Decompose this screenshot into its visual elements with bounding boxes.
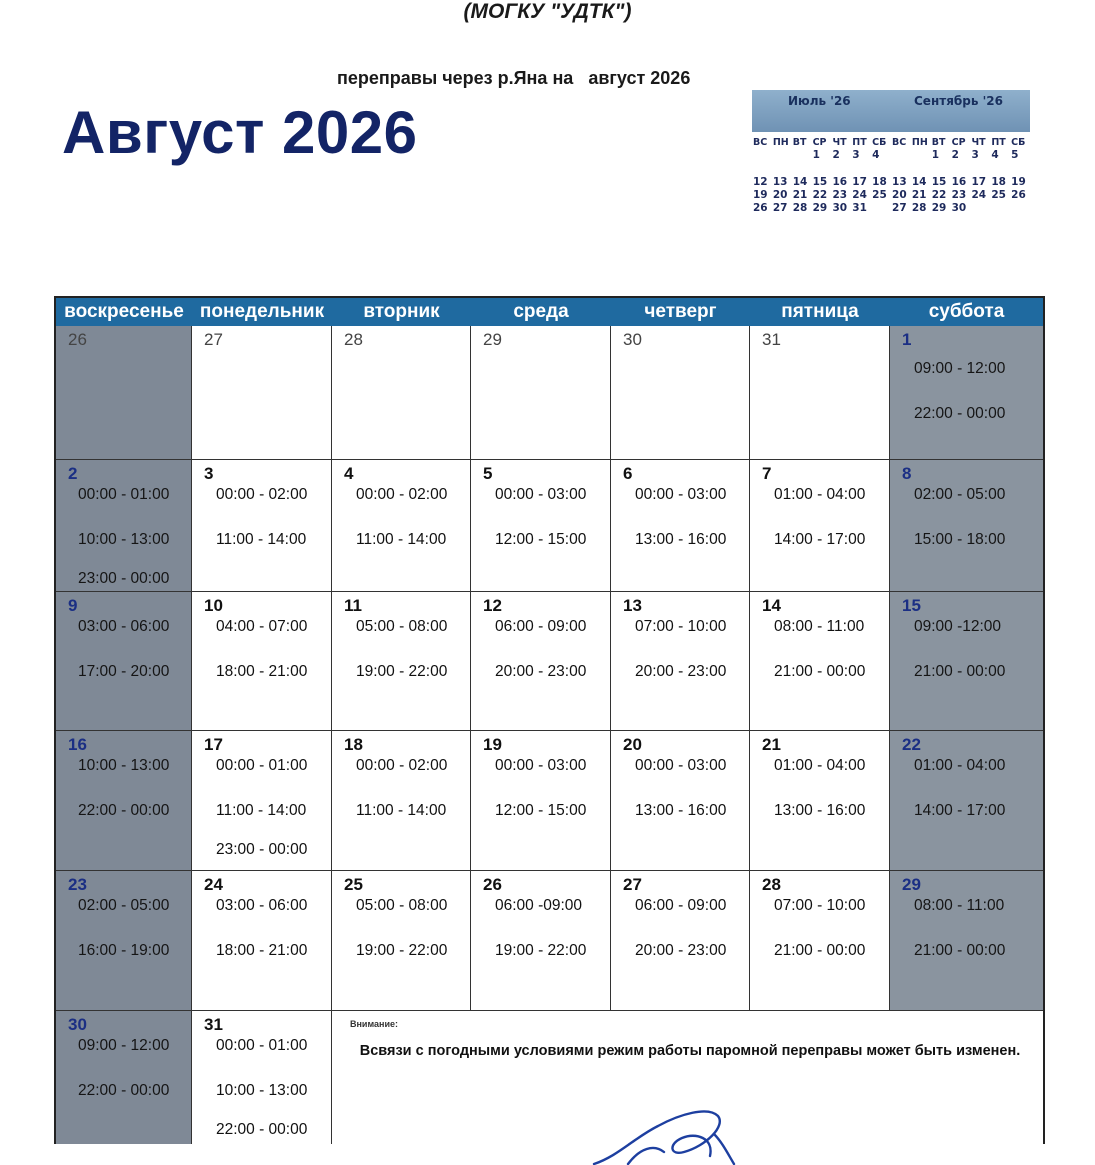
- ferry-time-slot: 05:00 - 08:00: [356, 897, 448, 914]
- day-number: 31: [762, 330, 781, 349]
- ferry-time-slot: 19:00 - 22:00: [356, 663, 448, 680]
- day-cell: [750, 871, 890, 1011]
- day-cell: [332, 460, 471, 592]
- mini-weekday-label: ВС: [892, 137, 907, 148]
- day-cell: [750, 592, 890, 731]
- day-cell: [611, 460, 750, 592]
- mini-day-number: 16: [832, 176, 848, 188]
- mini-weekday-label: СБ: [1011, 137, 1026, 148]
- day-number: 30: [623, 330, 642, 349]
- month-title: Август 2026: [62, 99, 418, 166]
- mini-weekday-label: ПТ: [991, 137, 1006, 148]
- ferry-time-slot: 21:00 - 00:00: [774, 942, 866, 959]
- ferry-time-slot: 21:00 - 00:00: [914, 942, 1006, 959]
- day-cell: [611, 592, 750, 731]
- ferry-time-slot: 03:00 - 06:00: [78, 618, 170, 635]
- day-number: 2: [68, 464, 78, 483]
- ferry-time-slot: 01:00 - 04:00: [774, 757, 866, 774]
- ferry-time-slot: 12:00 - 15:00: [495, 802, 587, 819]
- ferry-time-slot: 03:00 - 06:00: [216, 897, 308, 914]
- mini-calendar-week: [752, 176, 1030, 189]
- mini-weekday-label: СБ: [872, 137, 887, 148]
- mini-day-number: 2: [951, 149, 959, 161]
- ferry-time-slot: 07:00 - 10:00: [774, 897, 866, 914]
- ferry-time-slot: 22:00 - 00:00: [78, 802, 170, 819]
- day-cell: [332, 871, 471, 1011]
- day-cell: [890, 731, 1043, 871]
- ferry-time-slot: 22:00 - 00:00: [914, 405, 1006, 422]
- mini-day-number: [772, 149, 792, 162]
- mini-day-number: 18: [991, 176, 1006, 188]
- mini-day-number: 13: [772, 176, 788, 188]
- ferry-time-slot: 00:00 - 03:00: [635, 757, 727, 774]
- ferry-time-slot: 09:00 -12:00: [914, 618, 1002, 635]
- mini-day-number: [990, 202, 1010, 215]
- day-number: 27: [204, 330, 223, 349]
- ferry-time-slot: 21:00 - 00:00: [914, 663, 1006, 680]
- day-number: 29: [902, 875, 921, 894]
- ferry-time-slot: 00:00 - 03:00: [495, 486, 587, 503]
- ferry-time-slot: 00:00 - 01:00: [216, 1037, 308, 1054]
- ferry-time-slot: 06:00 - 09:00: [495, 618, 587, 635]
- ferry-time-slot: 10:00 - 13:00: [78, 531, 170, 548]
- ferry-time-slot: 23:00 - 00:00: [78, 570, 170, 587]
- ferry-time-slot: 13:00 - 16:00: [635, 802, 727, 819]
- mini-day-number: [871, 202, 891, 215]
- mini-weekday-label: ВС: [753, 137, 768, 148]
- mini-day-number: 18: [872, 176, 887, 188]
- ferry-time-slot: 16:00 - 19:00: [78, 942, 170, 959]
- day-cell: [611, 731, 750, 871]
- day-number: 28: [344, 330, 363, 349]
- mini-calendar-week: [752, 149, 1030, 162]
- signature: [588, 1098, 748, 1165]
- mini-day-number: 5: [1011, 149, 1019, 161]
- mini-weekday-label: ВТ: [931, 137, 946, 148]
- ferry-time-slot: 15:00 - 18:00: [914, 531, 1006, 548]
- ferry-time-slot: 09:00 - 12:00: [914, 360, 1006, 377]
- ferry-time-slot: 22:00 - 00:00: [216, 1121, 308, 1138]
- mini-calendar-days: [752, 149, 1030, 215]
- mini-day-number: 1: [931, 149, 940, 161]
- day-cell: [890, 871, 1043, 1011]
- day-cell: [56, 326, 192, 460]
- mini-day-number: 21: [911, 189, 927, 201]
- ferry-time-slot: 00:00 - 03:00: [495, 757, 587, 774]
- mini-day-number: 30: [951, 202, 967, 214]
- mini-weekday-label: СР: [951, 137, 966, 148]
- day-cell: [611, 871, 750, 1011]
- ferry-time-slot: 08:00 - 11:00: [774, 618, 865, 635]
- day-number: 31: [204, 1015, 223, 1034]
- mini-day-number: 15: [812, 176, 828, 188]
- weekday-6: суббота: [928, 301, 1005, 322]
- weekday-5: пятница: [781, 301, 859, 322]
- mini-calendar-july-title: Июль '26: [788, 94, 851, 108]
- mini-day-number: 20: [772, 189, 788, 201]
- ferry-time-slot: 20:00 - 23:00: [635, 942, 727, 959]
- mini-day-number: 28: [792, 202, 808, 214]
- mini-calendars: [752, 90, 1030, 215]
- day-cell: [192, 460, 332, 592]
- ferry-time-slot: 00:00 - 02:00: [356, 486, 448, 503]
- ferry-time-slot: 01:00 - 04:00: [774, 486, 866, 503]
- ferry-time-slot: 10:00 - 13:00: [78, 757, 170, 774]
- day-cell: [192, 1011, 332, 1144]
- mini-day-number: 27: [772, 202, 788, 214]
- mini-day-number: 22: [812, 189, 828, 201]
- day-number: 15: [902, 596, 921, 615]
- day-number: 25: [344, 875, 363, 894]
- mini-weekday-label: ПН: [772, 137, 789, 148]
- ferry-time-slot: 06:00 - 09:00: [635, 897, 727, 914]
- day-cell: [56, 592, 192, 731]
- mini-weekday-label: ПН: [911, 137, 928, 148]
- mini-day-number: 4: [872, 149, 880, 161]
- weekday-0: воскресенье: [64, 301, 184, 322]
- ferry-time-slot: 00:00 - 02:00: [216, 486, 308, 503]
- day-cell: [56, 1011, 192, 1144]
- ferry-time-slot: 18:00 - 21:00: [216, 663, 308, 680]
- mini-day-number: 29: [812, 202, 828, 214]
- day-number: 9: [68, 596, 78, 615]
- day-number: 17: [204, 735, 223, 754]
- ferry-time-slot: 22:00 - 00:00: [78, 1082, 170, 1099]
- day-number: 23: [68, 875, 87, 894]
- mini-day-number: 24: [971, 189, 987, 201]
- day-cell: [611, 326, 750, 460]
- mini-weekday-label: ЧТ: [971, 137, 986, 148]
- notice-label: Внимание:: [350, 1019, 398, 1029]
- mini-weekday-label: ПТ: [852, 137, 867, 148]
- ferry-time-slot: 01:00 - 04:00: [914, 757, 1006, 774]
- day-number: 1: [902, 330, 912, 349]
- mini-day-number: 26: [1011, 189, 1026, 201]
- day-cell: [890, 460, 1043, 592]
- day-cell: [471, 592, 611, 731]
- mini-day-number: 4: [991, 149, 999, 161]
- mini-day-number: 19: [753, 189, 768, 201]
- mini-day-number: 19: [1011, 176, 1026, 188]
- ferry-time-slot: 05:00 - 08:00: [356, 618, 448, 635]
- notice-text: Всвязи с погодными условиями режим работы паромной переправы может быть изменен.: [359, 1043, 1021, 1059]
- day-number: 28: [762, 875, 781, 894]
- day-number: 18: [344, 735, 363, 754]
- mini-calendar-week: [752, 189, 1030, 202]
- ferry-time-slot: 23:00 - 00:00: [216, 841, 308, 858]
- ferry-time-slot: 02:00 - 05:00: [78, 897, 170, 914]
- ferry-time-slot: 12:00 - 15:00: [495, 531, 587, 548]
- day-number: 7: [762, 464, 772, 483]
- day-number: 12: [483, 596, 502, 615]
- ferry-time-slot: 14:00 - 17:00: [914, 802, 1006, 819]
- day-number: 14: [762, 596, 781, 615]
- ferry-time-slot: 08:00 - 11:00: [914, 897, 1005, 914]
- mini-day-number: 20: [892, 189, 907, 201]
- day-cell: [192, 731, 332, 871]
- day-cell: [332, 326, 471, 460]
- mini-day-number: 23: [832, 189, 848, 201]
- ferry-time-slot: 20:00 - 23:00: [635, 663, 727, 680]
- weekday-2: вторник: [363, 301, 440, 322]
- day-number: 8: [902, 464, 912, 483]
- ferry-time-slot: 10:00 - 13:00: [216, 1082, 308, 1099]
- ferry-time-slot: 20:00 - 23:00: [495, 663, 587, 680]
- mini-day-number: [792, 149, 812, 162]
- ferry-time-slot: 07:00 - 10:00: [635, 618, 727, 635]
- day-cell: [56, 731, 192, 871]
- mini-day-number: 1: [812, 149, 820, 161]
- day-number: 30: [68, 1015, 87, 1034]
- mini-day-number: 31: [852, 202, 867, 214]
- mini-day-number: 3: [971, 149, 979, 161]
- day-number: 11: [344, 596, 362, 615]
- mini-day-number: 15: [931, 176, 947, 188]
- mini-day-number: 21: [792, 189, 808, 201]
- mini-day-number: [911, 149, 931, 162]
- mini-day-number: 22: [931, 189, 947, 201]
- mini-day-number: 23: [951, 189, 967, 201]
- day-number: 5: [483, 464, 493, 483]
- mini-day-number: 17: [852, 176, 867, 188]
- mini-day-number: 26: [753, 202, 768, 214]
- mini-calendar-weekdays: [752, 136, 1030, 149]
- day-cell: [890, 326, 1043, 460]
- day-cell: [471, 326, 611, 460]
- day-cell: [750, 460, 890, 592]
- day-number: 21: [762, 735, 781, 754]
- ferry-time-slot: 00:00 - 03:00: [635, 486, 727, 503]
- day-number: 22: [902, 735, 921, 754]
- ferry-time-slot: 06:00 -09:00: [495, 897, 583, 914]
- day-cell: [750, 326, 890, 460]
- mini-day-number: 14: [911, 176, 927, 188]
- day-number: 4: [344, 464, 354, 483]
- mini-day-number: [1010, 202, 1030, 215]
- mini-weekday-label: СР: [812, 137, 827, 148]
- day-cell: [56, 871, 192, 1011]
- mini-day-number: 2: [832, 149, 840, 161]
- mini-row-gap: [752, 162, 1030, 176]
- weekday-header: [56, 298, 1043, 326]
- ferry-time-slot: 14:00 - 17:00: [774, 531, 866, 548]
- day-cell: [332, 592, 471, 731]
- document-subtitle: переправы через р.Яна на август 2026: [337, 68, 691, 88]
- mini-calendar-header: [752, 90, 1030, 132]
- ferry-time-slot: 02:00 - 05:00: [914, 486, 1006, 503]
- day-number: 26: [483, 875, 502, 894]
- ferry-time-slot: 11:00 - 14:00: [216, 531, 307, 548]
- mini-day-number: 24: [852, 189, 867, 201]
- day-number: 16: [68, 735, 87, 754]
- mini-calendar-september-title: Сентябрь '26: [914, 94, 1004, 108]
- ferry-time-slot: 00:00 - 02:00: [356, 757, 448, 774]
- day-number: 6: [623, 464, 633, 483]
- ferry-time-slot: 11:00 - 14:00: [356, 531, 447, 548]
- day-cell: [750, 731, 890, 871]
- weekday-4: четверг: [644, 301, 717, 322]
- mini-day-number: 17: [971, 176, 987, 188]
- day-cell: [192, 592, 332, 731]
- month-calendar: [54, 296, 1045, 1144]
- mini-day-number: 16: [951, 176, 967, 188]
- ferry-time-slot: 09:00 - 12:00: [78, 1037, 170, 1054]
- mini-weekday-label: ВТ: [792, 137, 807, 148]
- ferry-time-slot: 18:00 - 21:00: [216, 942, 308, 959]
- mini-calendar-week: [752, 202, 1030, 215]
- mini-day-number: 14: [792, 176, 808, 188]
- day-cell: [332, 731, 471, 871]
- mini-day-number: 25: [872, 189, 887, 201]
- day-cell: [192, 326, 332, 460]
- mini-weekday-label: ЧТ: [832, 137, 847, 148]
- day-cell: [192, 871, 332, 1011]
- mini-day-number: 13: [892, 176, 907, 188]
- day-number: 27: [623, 875, 642, 894]
- ferry-time-slot: 19:00 - 22:00: [356, 942, 448, 959]
- mini-day-number: [752, 149, 772, 162]
- ferry-time-slot: 11:00 - 14:00: [356, 802, 447, 819]
- ferry-time-slot: 11:00 - 14:00: [216, 802, 307, 819]
- day-number: 13: [623, 596, 642, 615]
- day-number: 19: [483, 735, 502, 754]
- mini-day-number: 30: [832, 202, 848, 214]
- day-cell: [471, 871, 611, 1011]
- day-cell: [471, 731, 611, 871]
- mini-day-number: 27: [892, 202, 907, 214]
- ferry-time-slot: 13:00 - 16:00: [774, 802, 866, 819]
- day-number: 3: [204, 464, 214, 483]
- ferry-time-slot: 04:00 - 07:00: [216, 618, 308, 635]
- day-number: 24: [204, 875, 223, 894]
- ferry-time-slot: 19:00 - 22:00: [495, 942, 587, 959]
- mini-day-number: 12: [753, 176, 768, 188]
- ferry-time-slot: 00:00 - 01:00: [78, 486, 170, 503]
- weekday-3: среда: [513, 301, 569, 322]
- mini-day-number: 28: [911, 202, 927, 214]
- weekday-1: понедельник: [199, 301, 325, 322]
- mini-day-number: 25: [991, 189, 1006, 201]
- day-number: 26: [68, 330, 87, 349]
- mini-day-number: [891, 149, 911, 162]
- day-number: 10: [204, 596, 223, 615]
- mini-day-number: [970, 202, 990, 215]
- day-number: 20: [623, 735, 642, 754]
- day-cell: [56, 460, 192, 592]
- ferry-time-slot: 00:00 - 01:00: [216, 757, 308, 774]
- organization-name: (МОГКУ "УДТК"): [463, 0, 632, 23]
- mini-day-number: 29: [931, 202, 947, 214]
- day-cell: [471, 460, 611, 592]
- ferry-time-slot: 13:00 - 16:00: [635, 531, 727, 548]
- day-cell: [890, 592, 1043, 731]
- day-number: 29: [483, 330, 502, 349]
- mini-day-number: 3: [852, 149, 860, 161]
- ferry-time-slot: 21:00 - 00:00: [774, 663, 866, 680]
- ferry-time-slot: 17:00 - 20:00: [78, 663, 170, 680]
